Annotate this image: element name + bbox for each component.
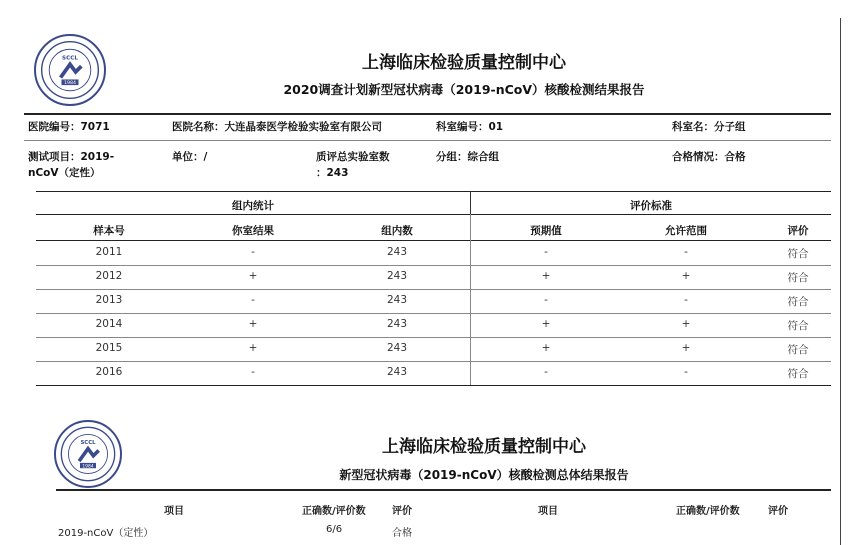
cell-sample: 2013 [95, 294, 123, 306]
test-item-line1: 测试项目：2019- [28, 151, 115, 163]
sum-row-eval: 合格 [392, 528, 412, 539]
cell-range: + [681, 342, 691, 354]
cell-eval: 符合 [787, 272, 809, 284]
cell-count: 243 [386, 270, 408, 282]
group: 分组：综合组 [436, 151, 499, 163]
cell-sample: 2011 [95, 246, 123, 258]
logo-year-text: 1984 [63, 81, 77, 87]
cell-result: + [248, 270, 258, 282]
cell-result: - [251, 294, 255, 306]
logo-sccl-text: SCCL [62, 55, 78, 62]
pass-status: 合格情况：合格 [672, 151, 746, 163]
report2-top-rule [56, 489, 831, 491]
cell-eval: 符合 [787, 368, 809, 380]
table-mid-divider [470, 214, 471, 385]
col-eval: 评价 [787, 225, 809, 237]
group-header-right: 评价标准 [630, 200, 672, 212]
cell-eval: 符合 [787, 320, 809, 332]
col-result: 你室结果 [232, 225, 274, 237]
sum-col-eval-2: 评价 [768, 506, 788, 517]
hospital-name: 医院名称：大连晶泰医学检验实验室有限公司 [172, 121, 382, 133]
cell-expected: + [541, 342, 551, 354]
sum-col-item-2: 项目 [538, 506, 558, 517]
col-header-rule [36, 240, 831, 241]
cell-expected: + [541, 318, 551, 330]
sum-col-ratio-2: 正确数/评价数 [676, 506, 740, 517]
logo2-sccl-text: SCCL [80, 440, 96, 447]
cell-sample: 2012 [95, 270, 123, 282]
lab-count-line2: ：243 [316, 167, 349, 179]
col-range: 允许范围 [665, 225, 707, 237]
cell-result: - [251, 246, 255, 258]
cell-expected: - [544, 294, 548, 306]
sum-row-item: 2019-nCoV（定性） [58, 528, 154, 539]
col-expected: 预期值 [530, 225, 562, 237]
cell-sample: 2015 [95, 342, 123, 354]
unit: 单位：/ [172, 151, 208, 163]
cell-result: - [251, 366, 255, 378]
hospital-id: 医院编号：7071 [28, 121, 110, 133]
group-header-left: 组内统计 [232, 200, 274, 212]
test-item-line2: nCoV（定性） [28, 167, 101, 179]
col-sample: 样本号 [93, 225, 125, 237]
cell-count: 243 [386, 342, 408, 354]
sum-col-item-1: 项目 [164, 506, 184, 517]
col-count: 组内数 [381, 225, 413, 237]
dept-id: 科室编号：01 [436, 121, 504, 133]
group-header-rule [36, 214, 831, 215]
cell-range: - [684, 366, 688, 378]
table-row-rule [36, 289, 831, 290]
cell-range: + [681, 270, 691, 282]
info-divider [24, 140, 831, 141]
cell-expected: - [544, 246, 548, 258]
cell-count: 243 [386, 246, 408, 258]
cell-count: 243 [386, 294, 408, 306]
cell-range: - [684, 246, 688, 258]
cell-eval: 符合 [787, 248, 809, 260]
report1-top-rule [24, 113, 831, 115]
cell-result: + [248, 318, 258, 330]
report2-title: 上海临床检验质量控制中心 [382, 437, 586, 457]
cell-range: - [684, 294, 688, 306]
report1-subtitle: 2020调查计划新型冠状病毒（2019-nCoV）核酸检测结果报告 [283, 82, 645, 97]
table-row-rule [36, 361, 831, 362]
cell-sample: 2014 [95, 318, 123, 330]
cell-eval: 符合 [787, 344, 809, 356]
cell-count: 243 [386, 318, 408, 330]
cell-result: + [248, 342, 258, 354]
table-row-rule [36, 265, 831, 266]
cell-sample: 2016 [95, 366, 123, 378]
report2-subtitle: 新型冠状病毒（2019-nCoV）核酸检测总体结果报告 [339, 468, 629, 482]
cell-expected: - [544, 366, 548, 378]
report1-title: 上海临床检验质量控制中心 [362, 53, 566, 73]
cell-expected: + [541, 270, 551, 282]
table-row-rule [36, 337, 831, 338]
logo2-year-text: 1984 [82, 464, 94, 470]
table-row-rule [36, 313, 831, 314]
cell-count: 243 [386, 366, 408, 378]
table-row-rule [36, 385, 831, 386]
lab-count-line1: 质评总实验室数 [316, 151, 390, 163]
sum-col-ratio-1: 正确数/评价数 [302, 506, 366, 517]
cell-range: + [681, 318, 691, 330]
dept-name: 科室名：分子组 [672, 121, 746, 133]
table-top-rule [36, 191, 831, 192]
sum-col-eval-1: 评价 [392, 506, 412, 517]
cell-eval: 符合 [787, 296, 809, 308]
sum-row-ratio: 6/6 [326, 524, 343, 535]
